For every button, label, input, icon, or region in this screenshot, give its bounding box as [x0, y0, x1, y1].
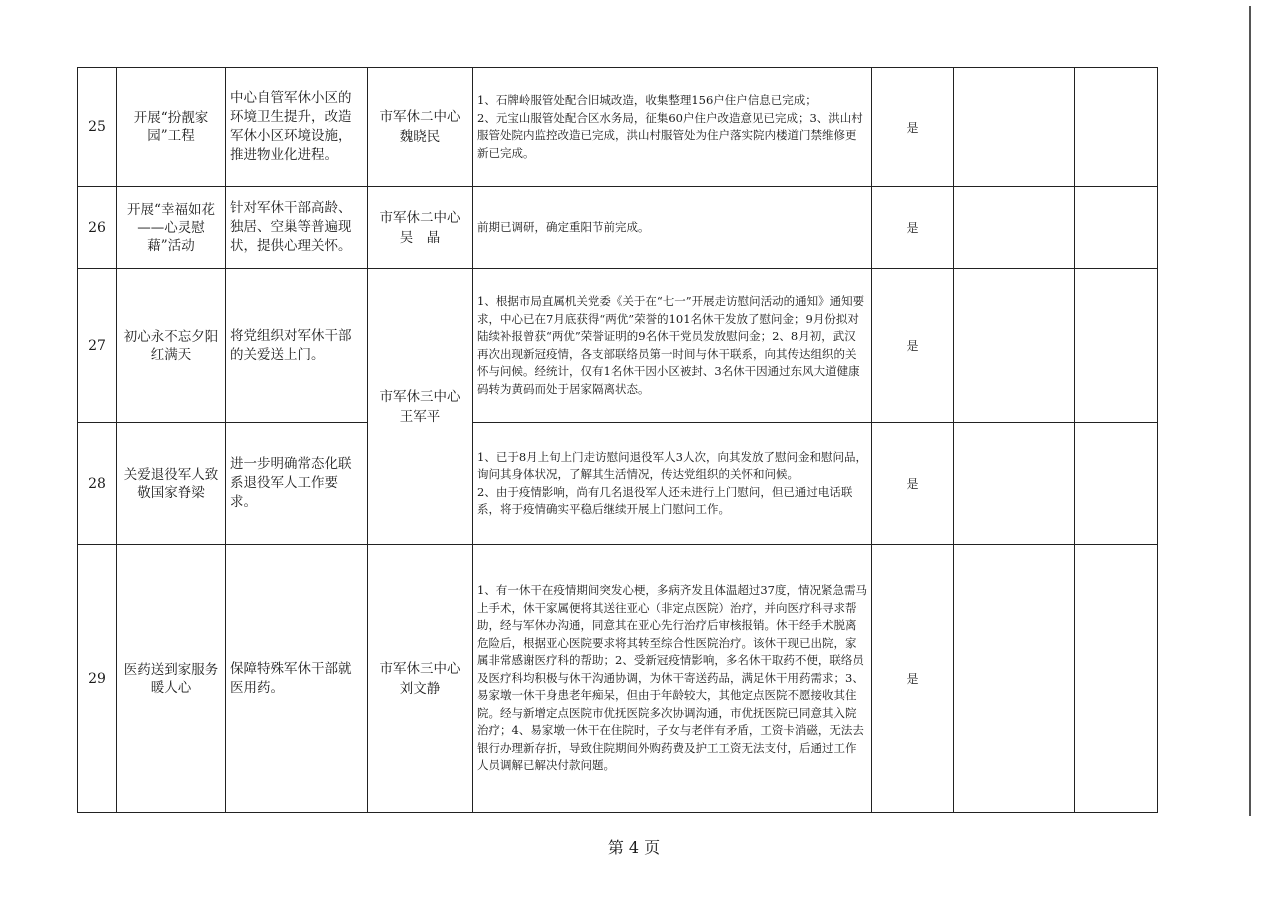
scan-edge-line — [1249, 6, 1251, 816]
empty-cell — [954, 187, 1075, 269]
completion-status: 是 — [872, 187, 954, 269]
project-goal: 保障特殊军休干部就医用药。 — [226, 545, 368, 813]
project-name: 开展“扮靓家园”工程 — [117, 68, 226, 187]
responsible-unit: 市军休三中心 刘文静 — [368, 545, 473, 813]
project-goal: 针对军休干部高龄、独居、空巢等普遍现状，提供心理关怀。 — [226, 187, 368, 269]
completion-status: 是 — [872, 545, 954, 813]
table-row — [78, 423, 1158, 545]
empty-cell — [1075, 423, 1158, 545]
project-name: 医药送到家服务暖人心 — [117, 545, 226, 813]
progress-text: 1、有一休干在疫情期间突发心梗，多病齐发且体温超过37度，情况紧急需马上手术，休干家属便将其送往亚心（非定点医院）治疗，并向医疗科寻求帮助，经与军休办沟通，同意其在亚心先行治疗后审核报销。休干经手术脱离危险后，根据亚心医院要求将其转至综合性医院治疗。该休干现已出院，家属非常感谢医疗科的帮助；2、受新冠疫情影响，多名休干取药不便，联络员及医疗科均积极与休干沟通协调，为休干寄送药品，满足休干用药需求；3、易家墩一休干身患老年痴呆，但由于年龄较大，其他定点医院不愿接收其住院。经与新增定点医院市优抚医院多次协调沟通，市优抚医院已同意其入院治疗；4、易家墩一休干在住院时，子女与老伴有矛盾，工资卡消磁，无法去银行办理新存折，导致住院期间外购药费及护工工资无法支付，后通过工作人员调解已解决付款问题。 — [473, 545, 872, 813]
empty-cell — [954, 68, 1075, 187]
progress-text: 1、已于8月上旬上门走访慰问退役军人3人次，向其发放了慰问金和慰问品，询问其身体状况，了解其生活情况，传达党组织的关怀和问候。 2、由于疫情影响，尚有几名退役军人还未进行上门慰问，但已通过电话联系，将于疫情确实平稳后继续开展上门慰问工作。 — [473, 423, 872, 545]
responsible-unit: 市军休三中心 王军平 — [368, 269, 473, 545]
progress-text: 前期已调研，确定重阳节前完成。 — [473, 187, 872, 269]
completion-status: 是 — [872, 68, 954, 187]
project-name: 开展“幸福如花——心灵慰藉”活动 — [117, 187, 226, 269]
empty-cell — [1075, 269, 1158, 423]
table-row — [78, 545, 1158, 813]
table-row — [78, 68, 1158, 187]
project-goal: 将党组织对军休干部的关爱送上门。 — [226, 269, 368, 423]
project-name: 关爱退役军人致敬国家脊梁 — [117, 423, 226, 545]
empty-cell — [1075, 68, 1158, 187]
completion-status: 是 — [872, 269, 954, 423]
progress-text: 1、石牌岭服管处配合旧城改造，收集整理156户住户信息已完成； 2、元宝山服管处配合区水务局，征集60户住户改造意见已完成；3、洪山村服管处院内监控改造已完成，洪山村服管处为住户落实院内楼道门禁维修更新已完成。 — [473, 68, 872, 187]
row-number: 27 — [78, 269, 117, 423]
progress-text: 1、根据市局直属机关党委《关于在“七一”开展走访慰问活动的通知》通知要求，中心已在7月底获得“两优”荣誉的101名休干发放了慰问金；9月份拟对陆续补报曾获“两优”荣誉证明的9名休干党员发放慰问金；2、8月初，武汉再次出现新冠疫情，各支部联络员第一时间与休干联系，向其传达组织的关怀与问候。经统计，仅有1名休干因小区被封、3名休干因通过东风大道健康码转为黄码而处于居家隔离状态。 — [473, 269, 872, 423]
row-number: 25 — [78, 68, 117, 187]
responsible-unit: 市军休二中心 吴 晶 — [368, 187, 473, 269]
empty-cell — [954, 423, 1075, 545]
table-row — [78, 187, 1158, 269]
project-name: 初心永不忘夕阳红满天 — [117, 269, 226, 423]
table-row — [78, 269, 1158, 423]
empty-cell — [954, 545, 1075, 813]
row-number: 26 — [78, 187, 117, 269]
empty-cell — [1075, 187, 1158, 269]
project-goal: 进一步明确常态化联系退役军人工作要求。 — [226, 423, 368, 545]
completion-status: 是 — [872, 423, 954, 545]
project-goal: 中心自管军休小区的环境卫生提升，改造军休小区环境设施，推进物业化进程。 — [226, 68, 368, 187]
progress-table — [77, 67, 1158, 813]
row-number: 28 — [78, 423, 117, 545]
empty-cell — [1075, 545, 1158, 813]
responsible-unit: 市军休二中心 魏晓民 — [368, 68, 473, 187]
page-number: 第 4 页 — [607, 838, 661, 857]
row-number: 29 — [78, 545, 117, 813]
empty-cell — [954, 269, 1075, 423]
